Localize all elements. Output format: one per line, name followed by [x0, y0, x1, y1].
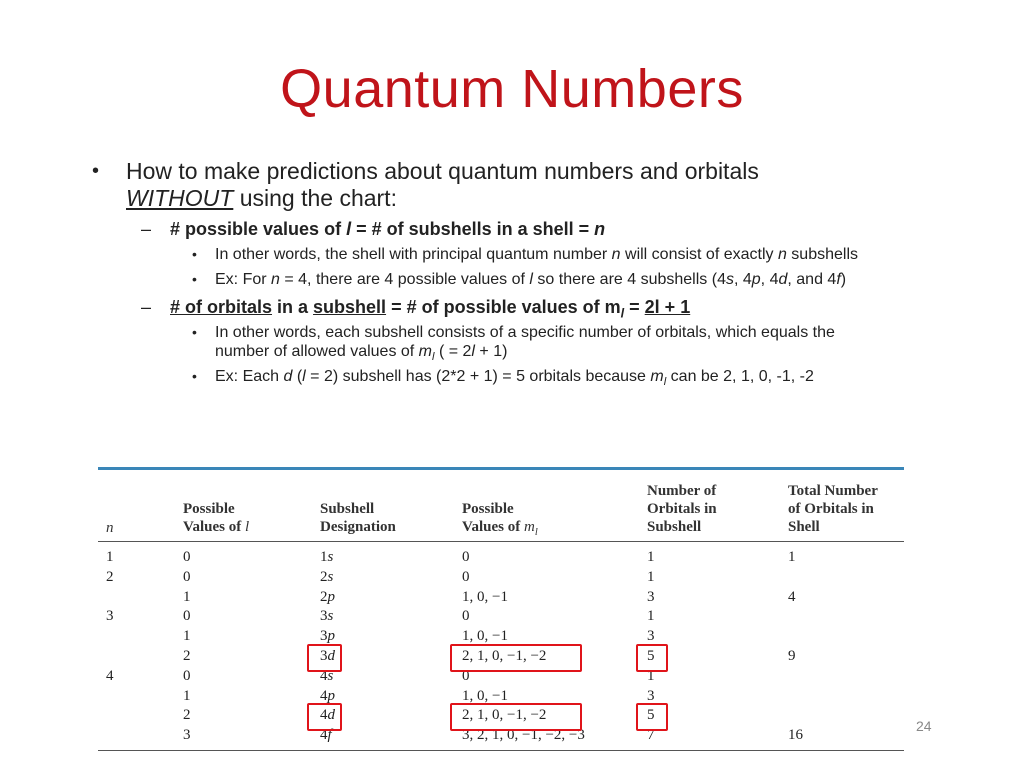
cell-ml: 1, 0, −1: [462, 628, 508, 645]
t: l: [432, 351, 435, 364]
subshell-number: 4: [320, 727, 328, 744]
t: Values of: [462, 519, 524, 535]
sub-bullet-2: [170, 297, 690, 321]
page-number: 24: [916, 718, 932, 734]
sub1-b1-a: In other words, the shell with principal quantum number: [215, 246, 612, 263]
sub2-msub: l: [620, 306, 625, 321]
cell-n: 3: [106, 608, 114, 625]
header-subshell: [320, 500, 396, 536]
cell-orb: 5: [647, 648, 655, 664]
t: = 2) subshell has (2*2 + 1) = 5 orbitals because: [305, 368, 651, 385]
t: , 4: [760, 271, 779, 288]
t: Designation: [320, 519, 396, 535]
t: of Orbitals in: [788, 501, 874, 517]
t: l: [529, 271, 533, 288]
highlight-3d: [307, 644, 342, 672]
sub1-b1-e: subshells: [786, 246, 859, 263]
dash-marker: –: [141, 219, 152, 239]
t: (: [292, 368, 303, 385]
cell-n: 4: [106, 667, 114, 684]
cell-subshell: [320, 588, 335, 606]
cell-subshell: [320, 627, 335, 645]
t: Possible: [183, 501, 235, 517]
subshell-number: 3: [320, 608, 328, 625]
table-bottom-rule: [98, 750, 904, 751]
subshell-letter: p: [327, 687, 335, 704]
cell-total: 4: [788, 588, 796, 605]
sub1-text-b: = # of subshells in a shell =: [351, 219, 595, 239]
cell-orb: 1: [647, 667, 655, 684]
slide-title: Quantum Numbers: [280, 59, 744, 119]
t: Values of: [183, 519, 245, 535]
t: s: [725, 271, 734, 288]
table-top-rule: [98, 467, 904, 470]
subshell-letter: p: [327, 628, 335, 645]
t: m: [650, 368, 664, 385]
cell-l: 2: [183, 648, 191, 664]
sub2-bullet-1: [215, 323, 975, 367]
cell-n: 1: [106, 549, 114, 565]
cell-subshell: [320, 548, 333, 566]
sub1-text-a: # possible values of: [170, 219, 347, 239]
bullet-marker: •: [92, 160, 100, 182]
subshell-letter: s: [327, 608, 334, 625]
t: so there are 4 subshells (4: [532, 271, 726, 288]
cell-ml: 1, 0, −1: [462, 687, 508, 704]
cell-ml: 0: [462, 608, 470, 625]
t: Subshell: [647, 519, 702, 535]
t: n: [106, 520, 114, 536]
sub2-bullet-2: [215, 367, 975, 392]
t: , 4: [733, 271, 752, 288]
header-possible-ml: [462, 500, 538, 542]
without-emphasis: WITHOUT: [126, 185, 234, 211]
t: m: [418, 343, 432, 360]
t: ): [840, 271, 847, 288]
t: l: [302, 368, 306, 385]
sub2-orbitals: # of orbitals: [170, 297, 273, 317]
t: ( = 2: [434, 343, 472, 360]
sub1-b1-c: will consist of exactly: [620, 246, 778, 263]
t: m: [523, 519, 535, 535]
cell-l: 2: [183, 707, 191, 724]
cell-subshell: [320, 568, 333, 586]
t: can be 2, 1, 0, -1, -2: [666, 368, 814, 385]
header-n: [106, 519, 114, 537]
cell-total: 1: [788, 549, 796, 565]
cell-subshell: [320, 687, 335, 705]
cell-l: 0: [183, 667, 191, 684]
subshell-number: 4: [320, 707, 328, 724]
t: p: [751, 271, 761, 288]
subshell-letter: s: [327, 549, 334, 565]
sub2-m: m: [604, 297, 621, 317]
subshell-letter: f: [327, 727, 332, 744]
main-bullet-line1: How to make predictions about quantum numbers and orbitals: [126, 158, 759, 184]
highlight-3d-ml: [450, 644, 582, 672]
t: d: [283, 368, 293, 385]
cell-l: 0: [183, 608, 191, 625]
dash-marker: –: [141, 297, 152, 317]
main-bullet-line2-rest: using the chart:: [233, 185, 397, 211]
cell-orb: 5: [647, 707, 655, 724]
sub2-t2: = # of possible values of: [386, 297, 605, 317]
t: Subshell: [320, 501, 375, 517]
cell-ml: 2, 1, 0, −1, −2: [462, 648, 547, 664]
cell-orb: 3: [647, 588, 655, 605]
cell-total: 16: [788, 727, 803, 744]
t: l: [244, 519, 250, 535]
sub1-l: l: [346, 219, 352, 239]
cell-orb: 7: [647, 727, 655, 744]
small-bullet-marker: •: [192, 271, 197, 287]
t: Possible: [462, 501, 514, 517]
subshell-number: 2: [320, 588, 328, 605]
t: l: [663, 376, 667, 389]
subshell-letter: p: [327, 588, 335, 605]
cell-total: 9: [788, 648, 796, 664]
cell-ml: 2, 1, 0, −1, −2: [462, 707, 547, 724]
sub1-n: n: [594, 219, 606, 239]
header-total-orbitals: [788, 482, 878, 536]
t: n: [271, 271, 280, 288]
cell-ml: 3, 2, 1, 0, −1, −2, −3: [462, 727, 585, 744]
t: d: [778, 271, 788, 288]
cell-subshell: [320, 607, 333, 625]
cell-l: 1: [183, 588, 191, 605]
cell-ml: 0: [462, 667, 470, 684]
t: Shell: [788, 519, 820, 535]
subshell-number: 4: [320, 687, 328, 704]
cell-ml: 0: [462, 549, 470, 565]
sub1-b1-n: n: [611, 246, 621, 263]
t: Orbitals in: [647, 501, 717, 517]
subshell-number: 1: [320, 549, 328, 565]
cell-l: 1: [183, 628, 191, 645]
t: number of allowed values of: [215, 343, 419, 360]
subshell-letter: d: [327, 648, 335, 664]
header-num-orbitals: [647, 482, 717, 536]
sub2-t1: in a: [272, 297, 314, 317]
t: Ex: For: [215, 271, 272, 288]
cell-ml: 1, 0, −1: [462, 588, 508, 605]
main-bullet-text: [126, 158, 886, 212]
subshell-letter: s: [327, 568, 334, 585]
t: l: [471, 343, 475, 360]
highlight-3d-orbitals: [636, 644, 668, 672]
highlight-4d: [307, 703, 342, 731]
quantum-numbers-table: [98, 467, 904, 752]
cell-l: 0: [183, 549, 191, 565]
subshell-number: 3: [320, 648, 328, 664]
small-bullet-marker: •: [192, 368, 197, 384]
t: f: [836, 271, 841, 288]
cell-orb: 1: [647, 568, 655, 585]
highlight-4d-orbitals: [636, 703, 668, 731]
header-possible-l: [183, 500, 249, 536]
subshell-letter: d: [327, 707, 335, 724]
subshell-number: 2: [320, 568, 328, 585]
cell-orb: 1: [647, 549, 655, 565]
small-bullet-marker: •: [192, 246, 197, 262]
highlight-4d-ml: [450, 703, 582, 731]
sub1-bullet-1: [215, 245, 975, 264]
cell-orb: 3: [647, 687, 655, 704]
sub2-formula: 2l + 1: [644, 297, 691, 317]
sub1-bullet-2: [215, 270, 975, 289]
subshell-letter: s: [327, 667, 334, 684]
t: In other words, each subshell consists of a specific number of orbitals, which equals the: [215, 324, 835, 341]
sub1-b1-n2: n: [777, 246, 787, 263]
sub2-subshell: subshell: [313, 297, 387, 317]
subshell-number: 4: [320, 667, 328, 684]
cell-l: 3: [183, 727, 191, 744]
sub-bullet-1: [170, 219, 605, 240]
cell-orb: 3: [647, 628, 655, 645]
t: Ex: Each: [215, 368, 284, 385]
sub2-t3: =: [624, 297, 645, 317]
small-bullet-marker: •: [192, 324, 197, 340]
t: Number of: [647, 483, 717, 499]
cell-orb: 1: [647, 608, 655, 625]
cell-l: 0: [183, 568, 191, 585]
subshell-number: 3: [320, 628, 328, 645]
t: , and 4: [787, 271, 837, 288]
t: + 1): [474, 343, 508, 360]
t: = 4, there are 4 possible values of: [279, 271, 530, 288]
cell-l: 1: [183, 687, 191, 704]
t: Total Number: [788, 483, 878, 499]
cell-n: 2: [106, 568, 114, 585]
cell-ml: 0: [462, 568, 470, 585]
t: l: [534, 527, 538, 538]
